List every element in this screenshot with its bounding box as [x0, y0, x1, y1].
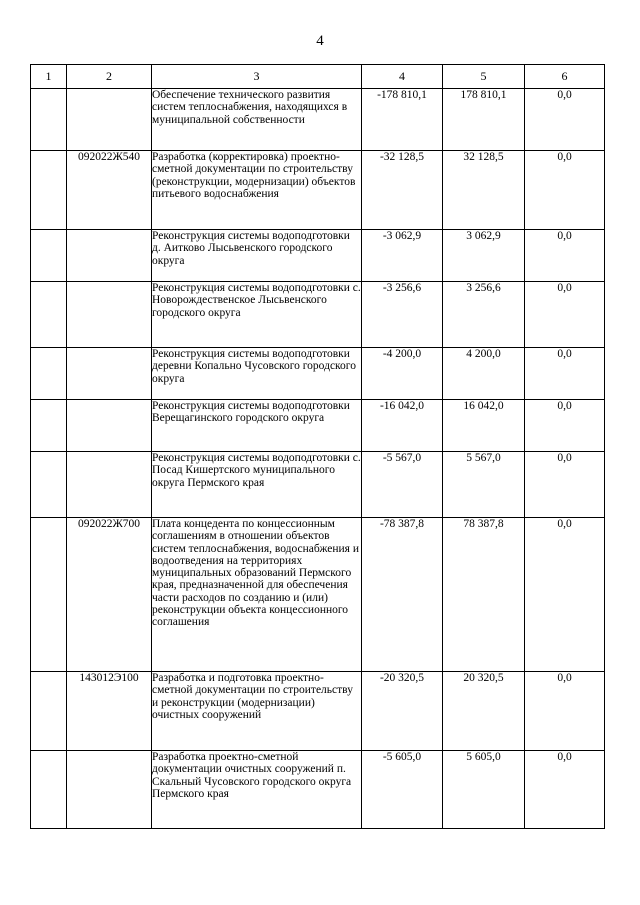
row-col6-value: 0,0: [525, 518, 605, 672]
table-row: [31, 151, 605, 230]
row-col1: [31, 151, 67, 230]
table-row: [31, 400, 605, 452]
row-col1: [31, 400, 67, 452]
column-header-5: 5: [443, 65, 525, 89]
row-code: 092022Ж700: [67, 518, 152, 672]
table-row: [31, 348, 605, 400]
row-code: [67, 282, 152, 348]
row-col5-value: 32 128,5: [443, 151, 525, 230]
row-col4-value: -32 128,5: [362, 151, 443, 230]
column-header-1: 1: [31, 65, 67, 89]
row-name: Разработка проектно-сметной документации очистных сооружений п. Скальный Чусовского городского округа Пермского края: [152, 751, 362, 829]
row-col5-value: 4 200,0: [443, 348, 525, 400]
budget-table: [30, 64, 605, 829]
table-row: [31, 282, 605, 348]
row-name: Реконструкция системы водоподготовки Верещагинского городского округа: [152, 400, 362, 452]
column-header-6: 6: [525, 65, 605, 89]
row-col5-value: 178 810,1: [443, 89, 525, 151]
row-col1: [31, 518, 67, 672]
table-row: [31, 230, 605, 282]
row-col5-value: 5 567,0: [443, 452, 525, 518]
row-col4-value: -20 320,5: [362, 672, 443, 751]
row-col5-value: 20 320,5: [443, 672, 525, 751]
column-header-4: 4: [362, 65, 443, 89]
row-name: Реконструкция системы водоподготовки с. Новорождественское Лысьвенского городского округа: [152, 282, 362, 348]
row-col6-value: 0,0: [525, 348, 605, 400]
table-row: [31, 672, 605, 751]
row-col5-value: 5 605,0: [443, 751, 525, 829]
row-col6-value: 0,0: [525, 89, 605, 151]
row-col4-value: -78 387,8: [362, 518, 443, 672]
row-code: [67, 348, 152, 400]
row-name: Реконструкция системы водоподготовки деревни Копально Чусовского городского округа: [152, 348, 362, 400]
row-code: [67, 400, 152, 452]
row-name: Разработка (корректировка) проектно-сметной документации по строительству (реконструкции, модернизации) объектов питьевого водоснабжения: [152, 151, 362, 230]
row-name: Реконструкция системы водоподготовки с. Посад Кишертского муниципального округа Пермского края: [152, 452, 362, 518]
row-col4-value: -178 810,1: [362, 89, 443, 151]
row-col4-value: -3 256,6: [362, 282, 443, 348]
row-col6-value: 0,0: [525, 282, 605, 348]
row-col5-value: 3 256,6: [443, 282, 525, 348]
row-col6-value: 0,0: [525, 230, 605, 282]
row-code: 092022Ж540: [67, 151, 152, 230]
row-col4-value: -3 062,9: [362, 230, 443, 282]
row-col1: [31, 452, 67, 518]
row-col1: [31, 230, 67, 282]
table-row: [31, 89, 605, 151]
row-col5-value: 16 042,0: [443, 400, 525, 452]
row-col1: [31, 282, 67, 348]
row-col4-value: -5 605,0: [362, 751, 443, 829]
row-name: Реконструкция системы водоподготовки д. Аитково Лысьвенского городского округа: [152, 230, 362, 282]
row-col6-value: 0,0: [525, 672, 605, 751]
table-header-row: [31, 65, 605, 89]
row-col1: [31, 672, 67, 751]
row-col6-value: 0,0: [525, 452, 605, 518]
row-col1: [31, 751, 67, 829]
row-code: 143012Э100: [67, 672, 152, 751]
row-col5-value: 3 062,9: [443, 230, 525, 282]
row-col4-value: -16 042,0: [362, 400, 443, 452]
row-col6-value: 0,0: [525, 151, 605, 230]
row-name: Обеспечение технического развития систем теплоснабжения, находящихся в муниципальной собственности: [152, 89, 362, 151]
row-col6-value: 0,0: [525, 751, 605, 829]
row-name: Разработка и подготовка проектно-сметной документации по строительству и реконструкции (модернизации) очистных сооружений: [152, 672, 362, 751]
row-col1: [31, 89, 67, 151]
row-col5-value: 78 387,8: [443, 518, 525, 672]
row-col1: [31, 348, 67, 400]
row-name: Плата концедента по концессионным соглашениям в отношении объектов систем теплоснабжения, водоснабжения и водоотведения на территориях муниципальных образований Пермского края, предназначенной для обеспечения части расходов по созданию и (или) реконструкции объекта концессионного соглашения: [152, 518, 362, 672]
page-number: 4: [316, 33, 324, 49]
table-row: [31, 751, 605, 829]
row-col4-value: -4 200,0: [362, 348, 443, 400]
table-row: [31, 452, 605, 518]
row-code: [67, 89, 152, 151]
row-code: [67, 751, 152, 829]
row-code: [67, 230, 152, 282]
table-row: [31, 518, 605, 672]
column-header-3: 3: [152, 65, 362, 89]
row-col4-value: -5 567,0: [362, 452, 443, 518]
column-header-2: 2: [67, 65, 152, 89]
row-code: [67, 452, 152, 518]
row-col6-value: 0,0: [525, 400, 605, 452]
